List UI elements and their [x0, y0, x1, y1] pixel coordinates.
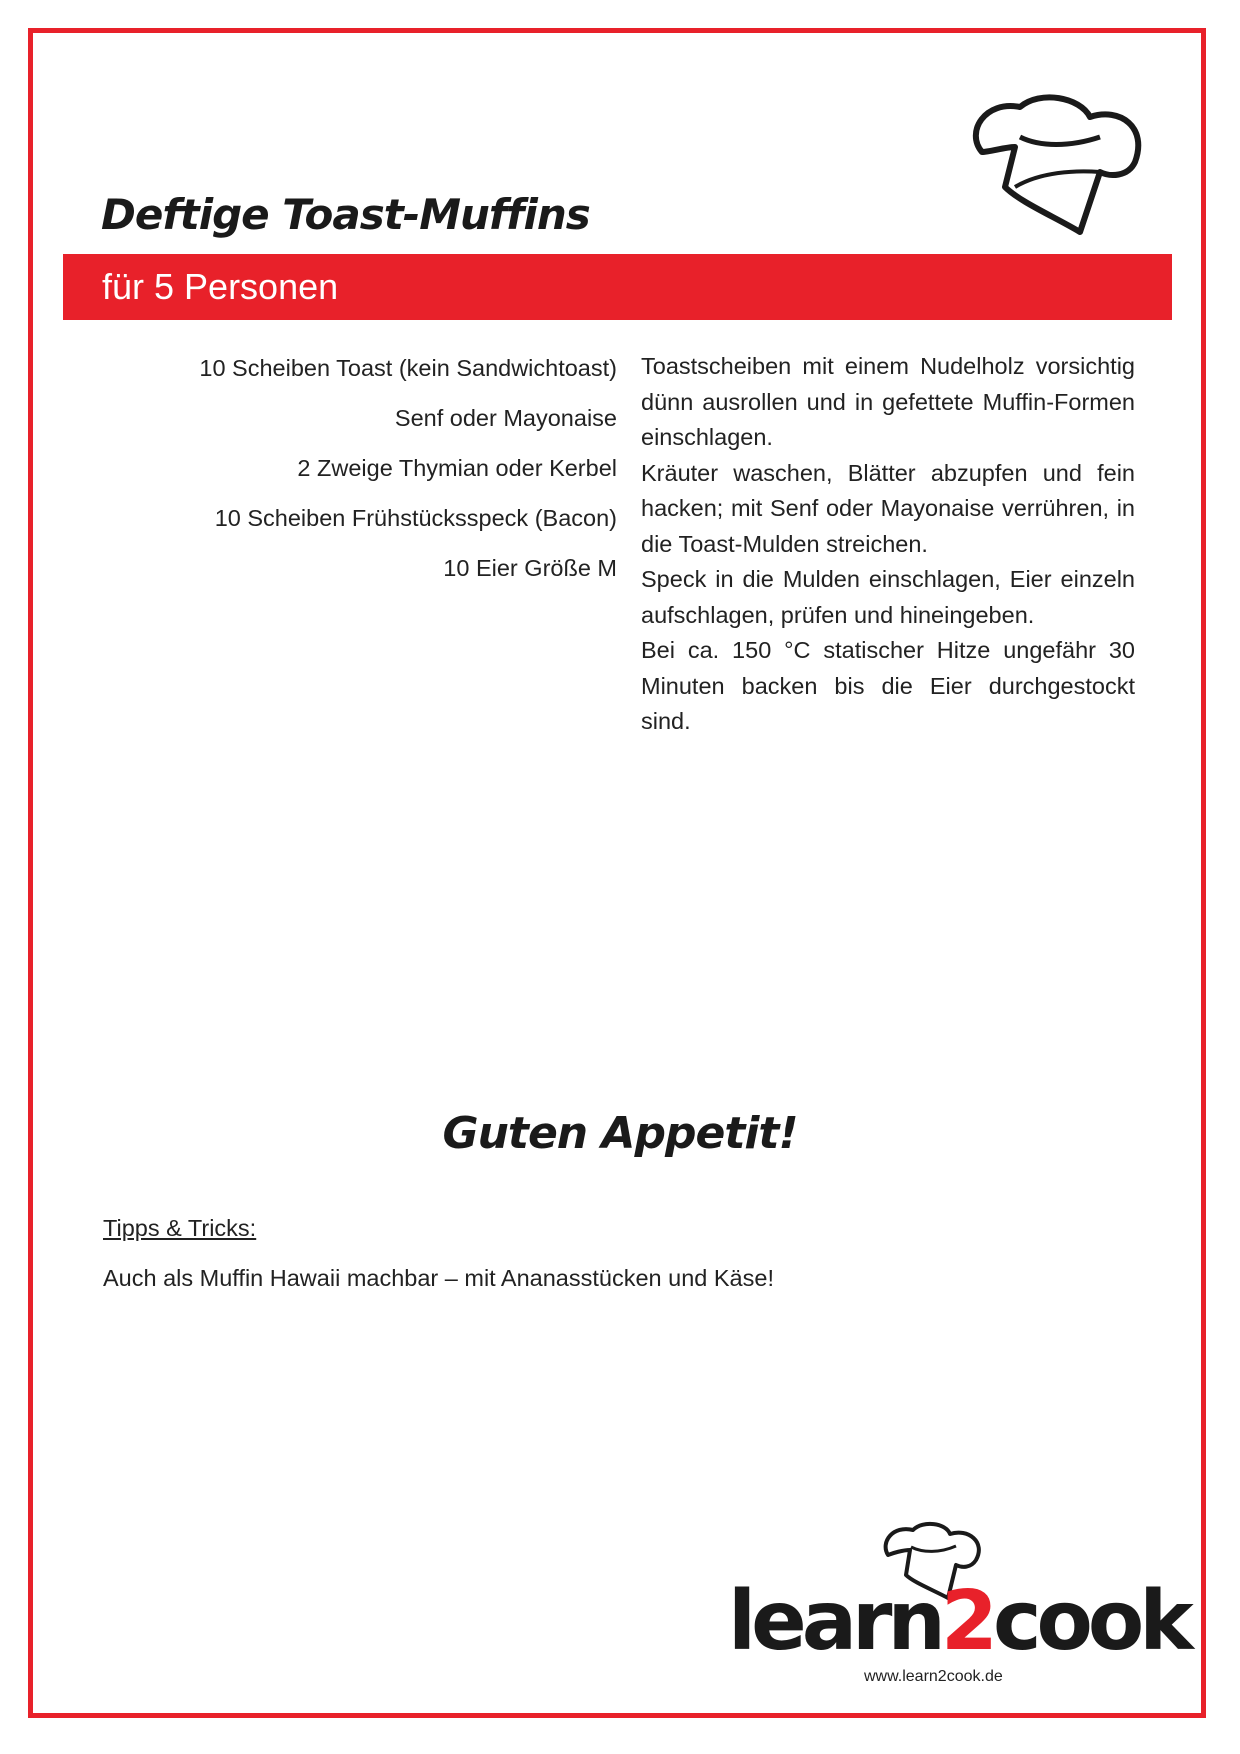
logo-word-learn: learn — [728, 1574, 941, 1669]
ingredient-list — [120, 350, 617, 600]
ingredient-item: 10 Scheiben Frühstücksspeck (Bacon) — [214, 505, 617, 531]
closing-text: Guten Appetit! — [442, 1108, 798, 1159]
website-url[interactable]: www.learn2cook.de — [864, 1668, 1003, 1685]
chef-hat-icon — [960, 92, 1150, 242]
step-paragraph: Speck in die Mulden einschlagen, Eier einzeln aufschlagen, prüfen und hineingeben. — [641, 566, 1135, 628]
servings-label: für 5 Personen — [102, 266, 339, 307]
step-paragraph: Kräuter waschen, Blätter abzupfen und fein hacken; mit Senf oder Mayonaise verrühren, in die Toast-Mulden streichen. — [641, 459, 1135, 557]
ingredient-item: 2 Zweige Thymian oder Kerbel — [297, 455, 617, 481]
step-paragraph: Toastscheiben mit einem Nudelholz vorsichtig dünn ausrollen und in gefettete Muffin-Formen einschlagen. — [641, 353, 1135, 450]
learn2cook-logo — [728, 1520, 1189, 1695]
ingredient-item: 10 Eier Größe M — [443, 555, 617, 581]
preparation-steps — [641, 349, 1135, 740]
ingredient-item: 10 Scheiben Toast (kein Sandwichtoast) — [199, 355, 617, 381]
logo-word-cook: cook — [992, 1574, 1189, 1669]
recipe-title: Deftige Toast-Muffins — [101, 190, 590, 239]
servings-banner — [63, 254, 1172, 320]
logo-word-2: 2 — [940, 1574, 993, 1669]
step-paragraph: Bei ca. 150 °C statischer Hitze ungefähr 30 Minuten backen bis die Eier durchgestockt sind. — [641, 637, 1135, 734]
logo-wordmark — [728, 1574, 1189, 1669]
ingredient-item: Senf oder Mayonaise — [394, 405, 617, 431]
tips-text: Auch als Muffin Hawaii machbar – mit Ananasstücken und Käse! — [103, 1265, 774, 1291]
tips-heading: Tipps & Tricks: — [103, 1215, 257, 1241]
